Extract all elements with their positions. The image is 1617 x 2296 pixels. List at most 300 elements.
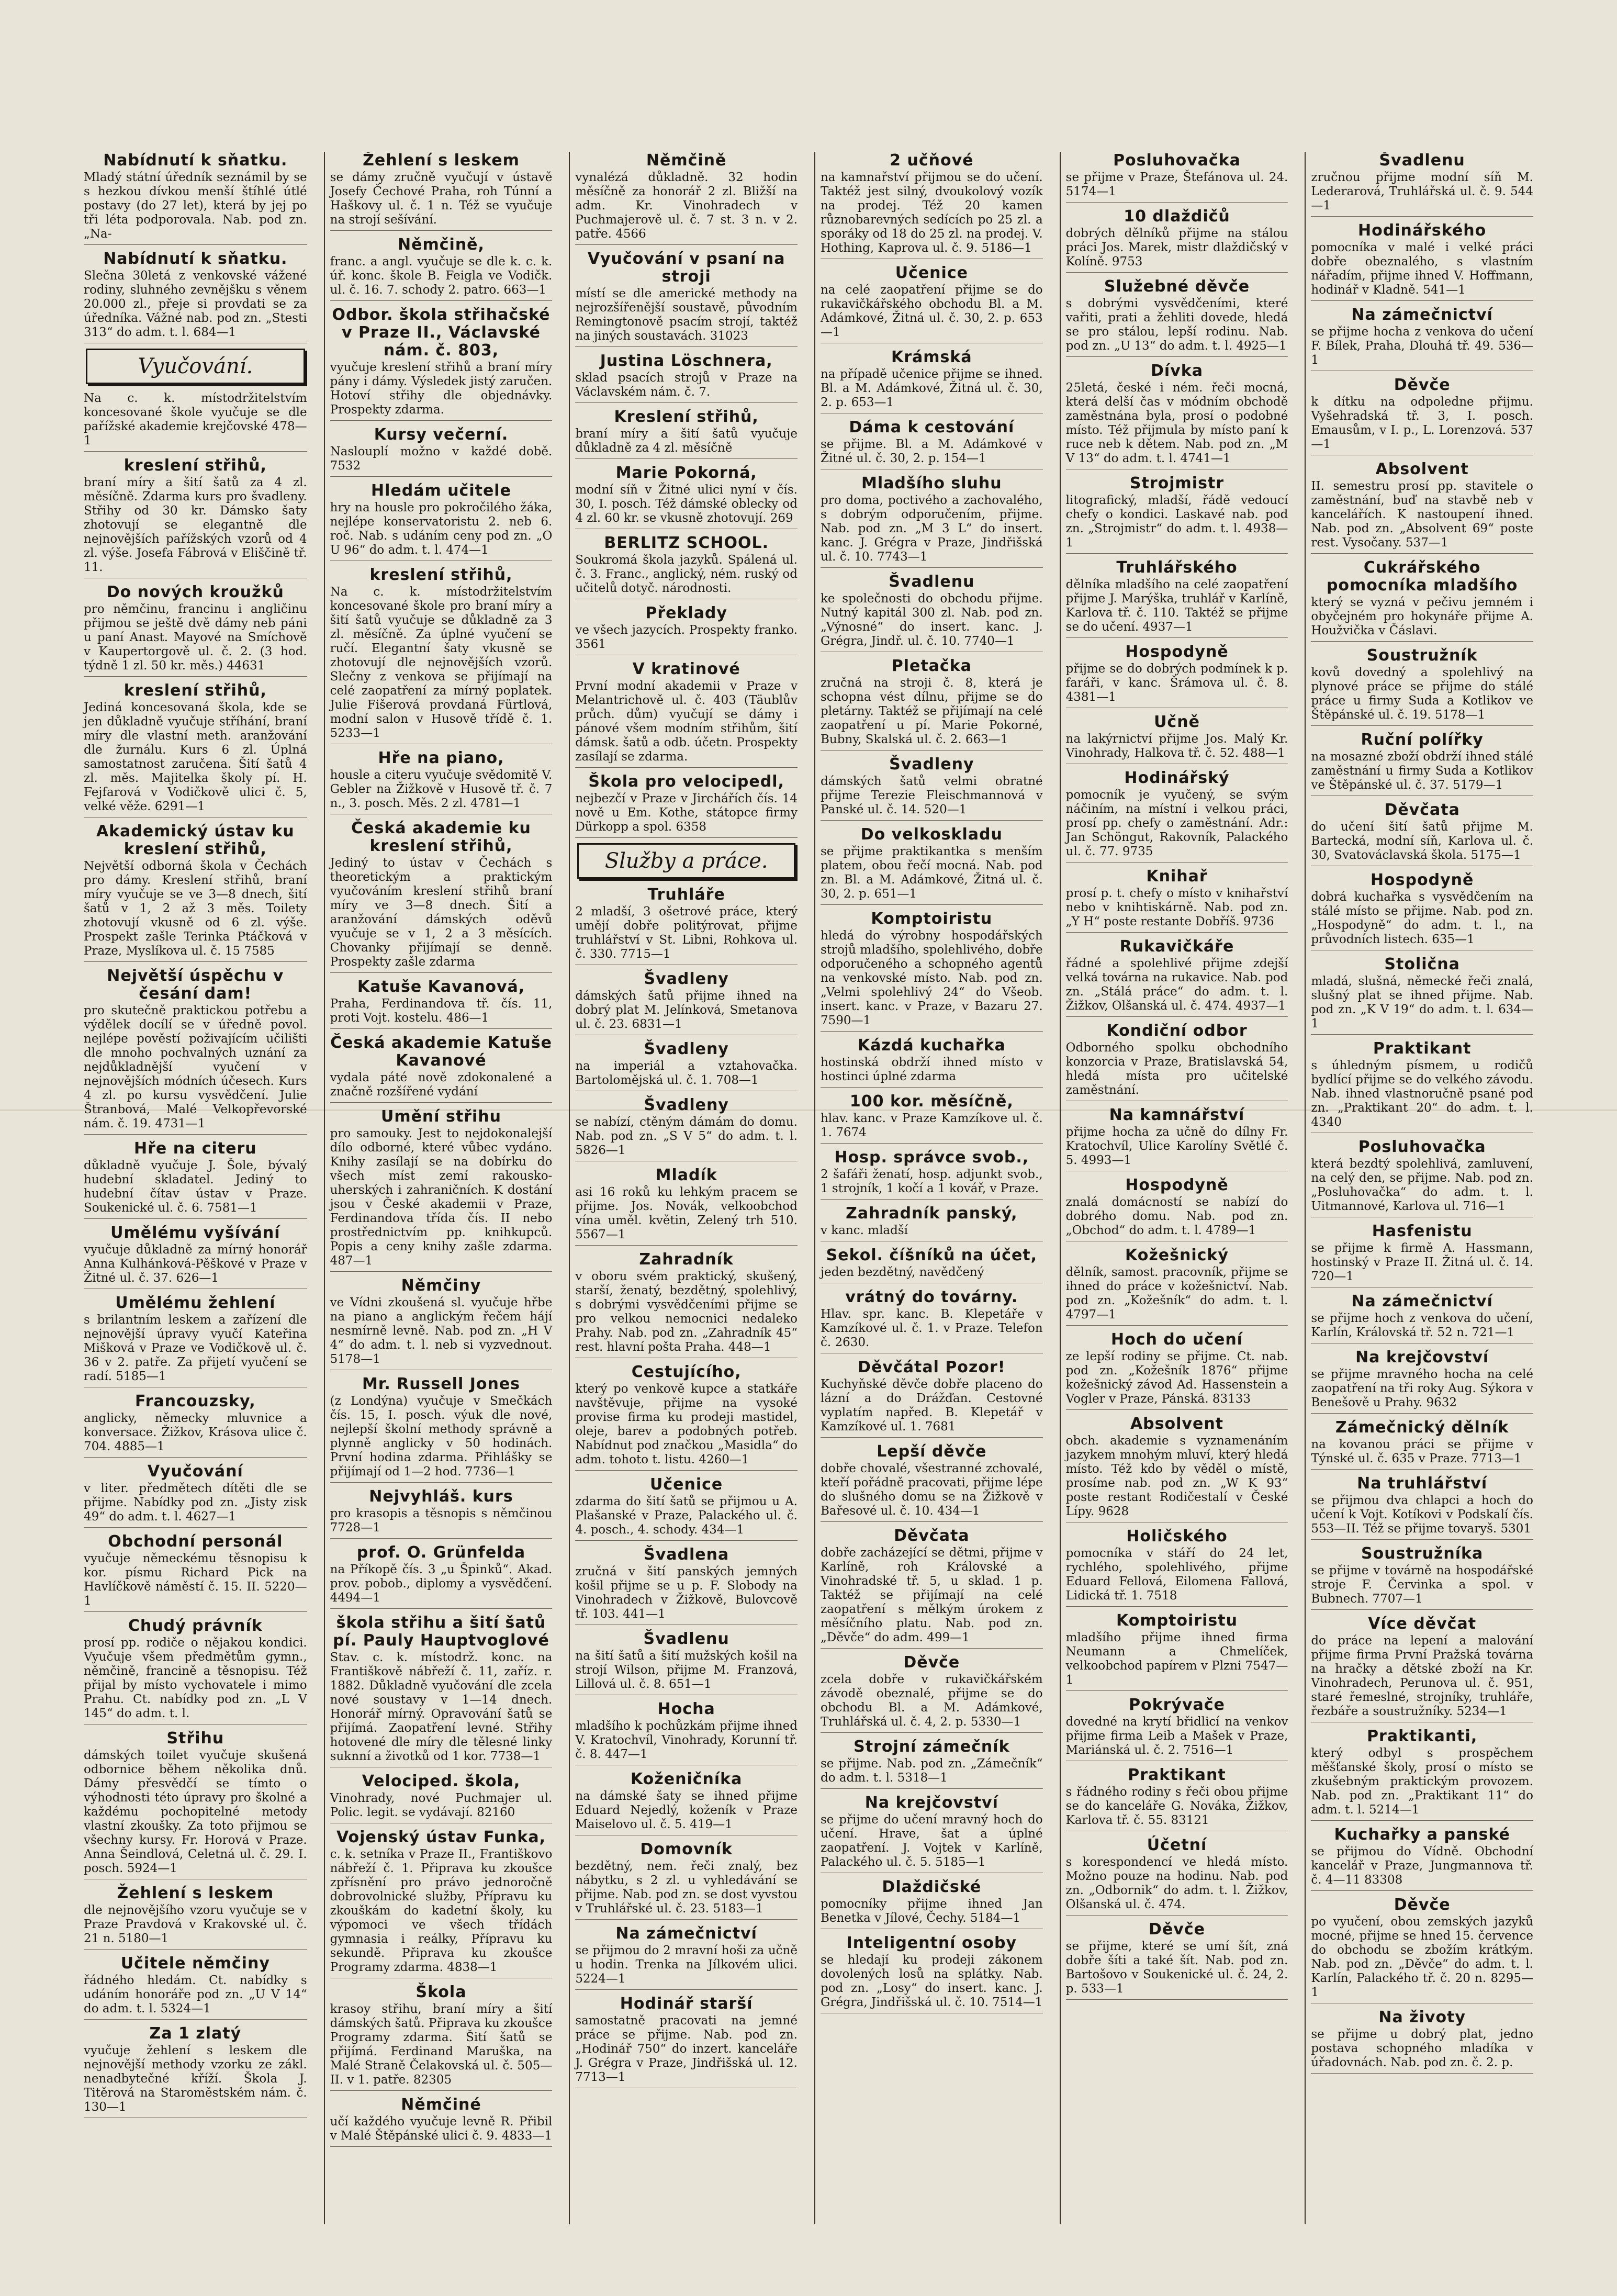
ad-body: po vyučení, obou zemských jazyků mocné, přijme se hned 15. července do obchodu se zbožím krátkým. Nab. pod zn. „Děvče“ do adm. t. l. Karlín, Palackého tř. č. 20 n. 8295—1 bbox=[1311, 1915, 1533, 1999]
classified-ad bbox=[1066, 1415, 1288, 1522]
classified-ad bbox=[1066, 868, 1288, 933]
ad-body: dobře zacházející se dětmi, přijme v Karlíně, roh Královské a Vinohradské tř. 5, u sklad. 1 p. Taktéž se přijímají na celé zaopatření s mělkým úrokem z měsíčního platu. Nab. pod zn. „Děvče“ do adm. 499—1 bbox=[820, 1546, 1043, 1644]
ad-heading: Nabídnutí k sňatku. bbox=[103, 152, 288, 170]
ad-body: vyučuje německému těsnopisu k kor. písmu Richard Pick na Havlíčkově náměstí č. 15. II. 5220—1 bbox=[84, 1552, 307, 1608]
ad-body: důkladně vyučuje J. Šole, bývalý hudební skladatel. Jediný to hudební čítav ústav v Praze. Soukenické ul. č. 6. 7581—1 bbox=[84, 1159, 307, 1215]
ad-body: se přijmou do Vídně. Obchodní kancelář v Praze, Jungmannova tř. č. 4—11 83308 bbox=[1311, 1845, 1533, 1887]
ad-body: Hlav. spr. kanc. B. Klepetáře v Kamzíkové ul. č. 1. v Praze. Telefon č. 2630. bbox=[820, 1307, 1043, 1349]
classified-ad bbox=[575, 1925, 798, 1990]
classified-ad bbox=[1066, 1836, 1288, 1916]
ad-heading: Marie Pokorná, bbox=[615, 464, 757, 482]
ad-heading: Cukrářského pomocníka mladšího bbox=[1326, 558, 1518, 595]
ad-heading: Na krejčovství bbox=[864, 1794, 998, 1812]
ad-heading: Katuše Kavanová, bbox=[357, 978, 525, 996]
ad-body: braní míry a šití šatů za 4 zl. měsíčně. Zdarma kurs pro švadleny. Střihy od 30 kr. Dámsko šaty zhotovují se elegantně dle nejnovějších pařížských vzorů od 4 zl. výše. Josefa Fábrová v Eliščině tř. 11. bbox=[84, 476, 307, 574]
classified-ad bbox=[575, 152, 798, 245]
ad-body: který odbyl s prospěchem měšťanské školy, prosí o místo se zkušebným praktickým provozem. Nab. pod zn. „Praktikant 11“ do adm. t. l. 5214—1 bbox=[1311, 1746, 1533, 1817]
classified-ad bbox=[1066, 1177, 1288, 1241]
ad-body: pomocníky přijme ihned Jan Benetka v Jílové, Čechy. 5184—1 bbox=[820, 1897, 1043, 1925]
ad-heading: škola střihu a šití šatů pí. Pauly Hauptvoglové bbox=[333, 1614, 549, 1650]
classified-ad bbox=[1066, 1528, 1288, 1607]
ad-body: jeden bezdětný, navědčený bbox=[820, 1265, 984, 1279]
ad-heading: Absolvent bbox=[1130, 1415, 1224, 1433]
ad-body: anglicky, německy mluvnice a konversace. Žižkov, Krásova ulice č. 704. 4885—1 bbox=[84, 1412, 307, 1453]
ad-body: dělník, samost. pracovník, přijme se ihned do práce v kožešnictví. Nab. pod zn. „Kožešník“ do adm. t. l. 4797—1 bbox=[1065, 1265, 1288, 1321]
classified-ad bbox=[1066, 643, 1288, 708]
ad-heading: Učitele němčiny bbox=[120, 1954, 270, 1973]
ad-heading: Na zámečnictví bbox=[615, 1924, 757, 1943]
classified-ad bbox=[84, 2025, 307, 2118]
classified-ad bbox=[84, 250, 307, 343]
ad-heading: Děvčátal Pozor! bbox=[858, 1358, 1006, 1376]
ad-heading: Umělému vyšívání bbox=[110, 1224, 280, 1242]
ad-heading: Na truhlářství bbox=[1357, 1474, 1488, 1493]
classified-ad bbox=[575, 1841, 798, 1920]
ad-body: pro němčinu, francinu i angličinu přijmou se ještě dvě dámy neb páni u paní Anast. Mayové na Smíchově v Kaupertorgově ul. č. 2. (3 hod. týdně 1 zl. 50 kr. měs.) 44631 bbox=[84, 602, 307, 673]
ad-body: na kamnařství přijmou se do učení. Taktéž jest silný, dvoukolový vozík na prodej. Též 20 kamen různobarevných sedících po 25 zl. a sporáky od 18 do 25 zl. na prodej. V. Hothing, Kaprova ul. č. 9. 5186—1 bbox=[820, 171, 1043, 255]
ad-body: zručnou přijme modní síň M. Lederarová, Truhlářská ul. č. 9. 544—1 bbox=[1311, 171, 1533, 212]
ad-heading: Zámečnický dělník bbox=[1335, 1418, 1509, 1437]
classified-ad bbox=[821, 264, 1043, 343]
ad-heading: Na zámečnictví bbox=[1351, 1292, 1493, 1311]
ad-heading: Na kamnářství bbox=[1109, 1106, 1245, 1124]
classified-ad bbox=[1066, 152, 1288, 203]
classified-ad bbox=[330, 1488, 553, 1539]
classified-ad bbox=[575, 886, 798, 965]
ad-heading: Rukavičkáře bbox=[1119, 937, 1234, 956]
ad-body: dámských šatů velmi obratné přijme Terezie Fleischmannová v Panské ul. č. 14. 520—1 bbox=[820, 775, 1043, 816]
classified-ad bbox=[330, 1829, 553, 1978]
ad-body: na dámské šaty se ihned přijme Eduard Nejedlý, koženík v Praze Maiselovo ul. č. 5. 419—1 bbox=[575, 1789, 798, 1831]
ad-heading: Francouzsky, bbox=[135, 1392, 256, 1410]
ad-heading: Hocha bbox=[657, 1700, 715, 1718]
ad-heading: Střihu bbox=[166, 1729, 224, 1748]
ad-heading: Pokrývače bbox=[1129, 1696, 1225, 1714]
classified-ad bbox=[84, 1224, 307, 1289]
ad-heading: Hledám učitele bbox=[371, 481, 511, 500]
ad-body: zručná v šití panských jemných košil přijme se u p. F. Slobody na Vinohradech v Žižkově, Bulovcově tř. 103. 441—1 bbox=[575, 1565, 798, 1621]
ad-body: přijme hocha za učně do dílny Fr. Kratochvíl, Ulice Karolíny Světlé č. 5. 4993—1 bbox=[1065, 1125, 1288, 1167]
ad-heading: Velociped. škola, bbox=[362, 1772, 521, 1790]
classified-ad bbox=[575, 534, 798, 599]
ad-body: se přijme mravného hocha na celé zaopatření na tři roky Aug. Sýkora v Benešově u Prahy. 9632 bbox=[1311, 1368, 1533, 1409]
ad-heading: V kratinové bbox=[632, 660, 740, 678]
classified-ad bbox=[330, 566, 553, 744]
classified-ad bbox=[1311, 2009, 1533, 2074]
classified-ad bbox=[84, 1885, 307, 1950]
ad-heading: Dlaždičské bbox=[882, 1878, 982, 1896]
ad-heading: Nabídnutí k sňatku. bbox=[103, 250, 288, 268]
ad-body: do práce na lepení a malování přijme firma První Pražská továrna na hračky a dětské zboží na Kr. Vinohradech, Perunova ul. č. 951, staré řemeslné, strojníky, truhláře, řezbáře a soustružníky. 5234—1 bbox=[1311, 1634, 1533, 1718]
ad-body: na případě učenice přijme se ihned. Bl. a M. Adámkové, Žitná ul. č. 30, 2. p. 653—1 bbox=[820, 367, 1043, 409]
ad-heading: Kožešnický bbox=[1125, 1246, 1229, 1264]
column-4 bbox=[814, 152, 1048, 2224]
ad-body: pomocník je vyučený, se svým náčiním, na místní i velkou práci, prosí pp. chefy o zaměstnání. Adr.: Jan Schöngut, Rakovník, Palackého ul. č. 77. 9735 bbox=[1065, 788, 1288, 858]
classified-ad bbox=[821, 826, 1043, 905]
classified-ad bbox=[1311, 559, 1533, 642]
ad-body: pro samouky. Jest to nejdokonalejší dílo odborné, které vůbec vydáno. Knihy zasílají se na dobírku do všech míst zemí rakousko-uherských i zahraničních. K dostání jsou v České akademii v Praze, Ferdinandova třída čís. II nebo prostřednictvím pp. knihkupců. Popis a ceny knihy zašle zdarma. 487—1 bbox=[330, 1127, 553, 1268]
ad-body: franc. a angl. vyučuje se dle k. c. k. úř. konc. škole B. Feigla ve Vodičk. ul. č. 16. 7. schody 2. patro. 663—1 bbox=[330, 255, 553, 297]
ad-body: vynalézá důkladně. 32 hodin měsíčně za honorář 2 zl. Bližší na adm. Kr. Vinohradech v Puchmajerově ul. č. 7 st. 3 n. v 2. patře. 4566 bbox=[575, 171, 798, 241]
classified-ad bbox=[821, 1654, 1043, 1733]
classified-ad bbox=[575, 352, 798, 403]
ad-body: dělníka mladšího na celé zaopatření přijme J. Marýška, truhlář v Karlíně, Karlova tř. č. 110. Taktéž se přijme se do učení. 4937—1 bbox=[1065, 578, 1288, 634]
ad-body: znalá domácností se nabízí do dobrého domu. Nab. pod zn. „Obchod“ do adm. t. l. 4789—1 bbox=[1065, 1195, 1288, 1237]
ad-body: Soukromá škola jazyků. Spálená ul. č. 3. Franc., anglický, ném. ruský od učitelů dotyč. národnosti. bbox=[575, 553, 798, 595]
column-2 bbox=[324, 152, 558, 2224]
ad-body: Kuchyňské děvče dobře placeno do lázní a do Drážďan. Cestovné vyplatím napřed. B. Klepetář v Kamzíkové ul. 1. 7681 bbox=[820, 1377, 1043, 1433]
ad-body: Jediný to ústav v Čechách s theoretickým a praktickým vyučováním kreslení střihů braní míry ve 3—8 dnech. Šití a aranžování dámských oděvů vyučuje se v 1, 2 a 3 měsících. Chovanky přijímají se denně. Prospekty zašle zdarma bbox=[330, 856, 553, 969]
classified-ad bbox=[1311, 1419, 1533, 1470]
column-6 bbox=[1305, 152, 1539, 2224]
ad-heading: prof. O. Grünfelda bbox=[356, 1543, 526, 1562]
ad-heading: Děvče bbox=[1394, 1896, 1451, 1914]
ad-heading: Praktikanti, bbox=[1367, 1727, 1478, 1745]
classified-ad bbox=[1311, 871, 1533, 950]
classified-ad bbox=[1311, 1349, 1533, 1414]
ad-body: na mosazné zboží obdrží ihned stálé zaměstnání u firmy Suda a Kotlikov ve Štěpánské ul. č. 37. 5179—1 bbox=[1311, 750, 1533, 792]
classified-ad bbox=[821, 756, 1043, 821]
ad-body: který po venkově kupce a statkáře navštěvuje, přijme na vysoké provise firma ku prodeji mastidel, oleje, barev a podobných potřeb. Nabídnut pod značkou „Masidla“ do adm. tohoto t. listu. 4260—1 bbox=[575, 1382, 798, 1466]
ad-body: s dobrými vysvědčeními, které vařiti, prati a žehliti dovede, hledá se pro stálou, lepší rodinu. Nab. pod zn. „U 13“ do adm. t. l. 4925—1 bbox=[1065, 297, 1288, 353]
classified-ad bbox=[575, 1630, 798, 1695]
ad-heading: Škola bbox=[416, 1983, 467, 2001]
ad-body: hostinská obdrží ihned místo v hostinci úplné zdarma bbox=[820, 1056, 1043, 1083]
ad-heading: Stolična bbox=[1384, 955, 1460, 973]
ad-body: dle nejnovějšího vzoru vyučuje se v Praze Pravdová v Krakovské ul. č. 21 n. 5180—1 bbox=[84, 1903, 307, 1945]
ad-body: Na c. k. místodržitelstvím koncesované škole pro braní míry a šití šatů vyučuje se důkladně za 3 zl. měsíčně. Za úplné vyučení se ručí. Elegantní šaty vkusně se zhotovují dle nejnovějších vzorů. Slečny z venkova se přijímají na celé zaopatření za mírný poplatek. Julie Fišerová provdaná Fürtlová, modní salon v Husově třídě č. 1. 5233—1 bbox=[330, 585, 553, 740]
ad-heading: Do velkoskladu bbox=[860, 825, 1003, 844]
classified-ad bbox=[575, 1546, 798, 1625]
ad-body: přijme se do dobrých podmínek k p. faráři, v kanc. Šrámova ul. č. 8. 4381—1 bbox=[1065, 662, 1288, 704]
ad-heading: Švadlenu bbox=[1379, 152, 1465, 170]
ad-heading: Na zámečnictví bbox=[1351, 306, 1493, 324]
classified-ad bbox=[575, 970, 798, 1035]
ad-heading: Kuchařky a panské bbox=[1334, 1825, 1510, 1844]
classified-ad bbox=[84, 1294, 307, 1387]
ad-body: s řádného rodiny s řeči obou přijme se do kanceláře G. Nováka, Žižkov, Karlova tř. č. 55. 83121 bbox=[1065, 1785, 1288, 1827]
ad-body: v kanc. mladší bbox=[820, 1224, 908, 1237]
classified-ad bbox=[330, 2096, 553, 2147]
ad-body: pro krasopis a těsnopis s němčinou 7728—1 bbox=[330, 1507, 553, 1535]
ad-heading: Učně bbox=[1154, 713, 1200, 731]
ad-heading: Překlady bbox=[645, 604, 727, 622]
ad-heading: Učenice bbox=[895, 264, 968, 282]
classified-ad bbox=[1311, 1615, 1533, 1722]
classified-ad bbox=[330, 820, 553, 973]
ad-heading: Švadleny bbox=[644, 1096, 729, 1114]
classified-ad bbox=[1311, 222, 1533, 301]
ad-heading: Domovník bbox=[640, 1840, 733, 1858]
ad-heading: Krámská bbox=[891, 348, 972, 366]
classified-ad bbox=[575, 1363, 798, 1471]
classified-ad bbox=[1311, 647, 1533, 726]
classified-ad bbox=[821, 1359, 1043, 1438]
classified-ad bbox=[1066, 278, 1288, 357]
ad-heading: Největší úspěchu v česání dam! bbox=[107, 967, 284, 1003]
classified-ad bbox=[1311, 306, 1533, 371]
ad-heading: Hosp. správce svob., bbox=[834, 1148, 1029, 1167]
ad-heading: kreslení střihů, bbox=[123, 681, 267, 700]
column-3 bbox=[569, 152, 803, 2224]
classified-ad bbox=[84, 823, 307, 962]
ad-body: prosí pp. rodiče o nějakou kondici. Vyučuje všem předmětům gymn., němčině, francině a těsnopisu. Též přijal by místo vychovatele i mimo Prahu. Ct. nabídky pod zn. „L V 145“ do adm. t. l. bbox=[84, 1636, 307, 1720]
ad-body: na lakýrnictví přijme Jos. Malý Kr. Vinohrady, Halkova tř. č. 52. 488—1 bbox=[1065, 732, 1288, 760]
classified-ad bbox=[1066, 1106, 1288, 1171]
classified-ad bbox=[84, 152, 307, 245]
ad-heading: Komptoiristu bbox=[871, 910, 993, 928]
ad-heading: Kázdá kuchařka bbox=[857, 1036, 1006, 1055]
ad-heading: Švadlena bbox=[644, 1545, 729, 1564]
classified-ad bbox=[1066, 1022, 1288, 1101]
classified-ad bbox=[575, 250, 798, 347]
ad-heading: Cestujícího, bbox=[631, 1363, 742, 1381]
ad-heading: Za 1 zlatý bbox=[149, 2024, 242, 2043]
ad-body: housle a citeru vyučuje svědomitě V. Gebler na Žižkově v Husově tř. č. 7 n., 3. posch. Měs. 2 zl. 4781—1 bbox=[330, 768, 553, 810]
ad-heading: Švadlenu bbox=[643, 1630, 729, 1648]
ad-heading: Žehlení s leskem bbox=[363, 152, 520, 170]
classified-ad bbox=[330, 749, 553, 814]
ad-heading: Absolvent bbox=[1375, 460, 1469, 478]
ad-body: k dítku na odpoledne přijmu. Vyšehradská tř. 3, I. posch. Emausům, v I. p., L. Lorenzová. 537—1 bbox=[1311, 395, 1533, 451]
classified-ad bbox=[330, 1277, 553, 1370]
ad-body: Slečna 30letá z venkovské vážené rodiny, sluhného zevnějšku s věnem 20.000 zl., přeje si provdati se za úředníka. Vážné nab. pod zn. „Stesti 313“ do adm. t. l. 684—1 bbox=[84, 269, 307, 339]
ad-heading: Akademický ústav ku kreslení střihů, bbox=[96, 822, 295, 858]
ad-body: se přijme. Bl. a M. Adámkové v Žitné ul. č. 30, 2. p. 154—1 bbox=[820, 438, 1043, 465]
classified-ad bbox=[84, 1955, 307, 2020]
ad-body: litografický, mladší, řádě vedoucí chefy o kondici. Laskavé nab. pod zn. „Strojmistr“ do adm. t. l. 4938—1 bbox=[1065, 494, 1288, 550]
ad-body: 25letá, české i ném. řeči mocná, která delší čas v módním obchodě zaměstnána byla, prosí o podobné místo. Též přijmula by místo paní k ruce neb k dětem. Nab. pod zn. „M V 13“ do adm. t. l. 4741—1 bbox=[1065, 381, 1288, 465]
ad-heading: Česká akademie ku kreslení střihů, bbox=[351, 819, 531, 855]
classified-ad bbox=[1066, 1612, 1288, 1691]
ad-body: se přijme. Nab. pod zn. „Zámečník“ do adm. t. l. 5318—1 bbox=[820, 1757, 1043, 1785]
ad-body: modní síň v Žitné ulici nyní v čís. 30, I. posch. Též dámské oblecky od 4 zl. 60 kr. se vkusně zhotovují. 269 bbox=[575, 483, 798, 525]
ad-heading: Švadleny bbox=[889, 755, 974, 774]
ad-heading: kreslení střihů, bbox=[123, 456, 267, 475]
ad-body: pomocníka v malé i velké práci dobře obeznalého, s vlastním nářadím, přijme ihned V. Hoffmann, hodinář v Kladně. 541—1 bbox=[1311, 241, 1533, 297]
ad-body: ve všech jazycích. Prospekty franko. 3561 bbox=[575, 623, 798, 651]
ad-body: ve Vídni zkoušená sl. vyučuje hřbe na piano a anglickým řečem hájí nesmírně levně. Nab. pod zn. „H V 4“ do adm. t. l. neb si vyzvednout. 5178—1 bbox=[330, 1296, 553, 1366]
classified-ad bbox=[821, 573, 1043, 652]
ad-heading: Zahradník bbox=[639, 1250, 734, 1269]
classified-ad bbox=[84, 457, 307, 578]
ad-body: Vinohrady, nové Puchmajer ul. Polic. legit. se vydávají. 82160 bbox=[330, 1791, 553, 1819]
ad-body: mladá, slušná, německé řeči znalá, slušný plat se ihned přijme. Nab. pod zn. „K V 19“ do adm. t. l. 634—1 bbox=[1311, 975, 1533, 1031]
classified-ad bbox=[1311, 801, 1533, 866]
ad-heading: Němčiny bbox=[401, 1276, 481, 1295]
ad-body: vyučuje důkladně za mírný honorář Anna Kulhánková-Pěškové v Praze v Žitné ul. č. 37. 626—1 bbox=[84, 1243, 307, 1285]
ad-body: kovů dovedný a spolehlivý na plynové práce se přijme do stálé práce u firmy Suda a Kotlikov ve Štěpánské ul. č. 19. 5178—1 bbox=[1311, 666, 1533, 722]
ad-body: vyučuje kreslení střihů a braní míry pány i dámy. Výsledek jistý zaručen. Hotoví střihy dle objednávky. Prospekty zdarma. bbox=[330, 361, 553, 417]
classified-ad bbox=[84, 391, 307, 452]
classified-ad bbox=[575, 1096, 798, 1161]
ad-heading: Praktikant bbox=[1373, 1039, 1472, 1058]
ad-body: Jediná koncesovaná škola, kde se jen důkladně vyučuje stříhání, braní míry dle vlastní meth. aranžování dle žurnálu. Kurs 6 zl. Úplná samostatnost zaručena. Šití šatů 4 zl. měs. Majitelka školy pí. H. Fejfarová v Vodičkově ulici č. 5, velké věže. 6291—1 bbox=[84, 701, 307, 813]
classified-ad bbox=[1066, 938, 1288, 1017]
classified-ad bbox=[821, 1149, 1043, 1200]
classified-ad bbox=[1311, 956, 1533, 1035]
ad-body: 2 mladší, 3 ošetrové práce, který umějí dobře politýrovat, přijme truhlářství v St. Libni, Rohkova ul. č. 330. 7715—1 bbox=[575, 905, 798, 961]
ad-heading: Děvče bbox=[903, 1653, 960, 1672]
ad-body: Naslouplí možno v každé době. 7532 bbox=[330, 445, 553, 473]
ad-heading: Hospodyně bbox=[1125, 643, 1229, 661]
classified-ad bbox=[1311, 1826, 1533, 1891]
classified-ad bbox=[330, 236, 553, 301]
ad-body: se přijme hoch z venkova do učení, Karlín, Královská tř. 52 n. 721—1 bbox=[1311, 1312, 1533, 1339]
ad-body: se přijme v továrně na hospodářské stroje F. Červinka a spol. v Bubnech. 7707—1 bbox=[1311, 1564, 1533, 1606]
classified-ad bbox=[84, 1533, 307, 1612]
ad-heading: Švadlenu bbox=[889, 573, 975, 591]
ad-body: se přijme, které se umí šít, zná dobře šíti a také šít. Nab. pod zn. Bartošovo v Soukenické ul. č. 24, 2. p. 533—1 bbox=[1065, 1940, 1288, 1996]
ad-heading: Škola pro velocipedl, bbox=[588, 772, 784, 791]
ad-heading: Účetní bbox=[1147, 1836, 1207, 1854]
ad-body: se přijme k firmě A. Hassmann, hostinský v Praze II. Žitná ul. č. 14. 720—1 bbox=[1311, 1241, 1533, 1283]
ad-heading: Umění střihu bbox=[380, 1107, 502, 1126]
classified-ad bbox=[330, 152, 553, 231]
ad-body: Praha, Ferdinandova tř. čís. 11, proti Vojt. kostelu. 486—1 bbox=[330, 997, 553, 1025]
classified-ad bbox=[575, 408, 798, 459]
ad-body: c. k. setníka v Praze II., Františkovo nábřeží č. 1. Připrava ku zkoušce zpřísnění pro právo jednoročně dobrovolnické služby, Přípravu ku zkouškám do kadetní školy, ku výpomoci ve všech třídách gymnasia i reálky, Přípravu ku sekundě. Připrava ku zkoušce Programy zdarma. 4838—1 bbox=[330, 1847, 553, 1974]
classified-ad bbox=[821, 1794, 1043, 1873]
ad-body: sklad psacích strojů v Praze na Václavském nám. č. 7. bbox=[575, 371, 798, 399]
ad-body: na celé zaopatření přijme se do rukavičkářského obchodu Bl. a M. Adámkové, Žitná ul. č. 30, 2. p. 653—1 bbox=[820, 283, 1043, 339]
ad-body: obch. akademie s vyznamenáním jazykem mnohým mluví, který hledá místo. Též kdo by věděl o místě, prosíme nab. pod zn. „W K 93“ poste restant Rodičestalí v České Lípy. 9628 bbox=[1065, 1434, 1288, 1518]
ad-body: místí se dle americké methody na nejrozšířenější soustavě, původním Remingtonově psacím strojí, taktéž na jiných soustavách. 31023 bbox=[575, 287, 798, 343]
classified-ad bbox=[1066, 559, 1288, 638]
ad-body: dobře chovalé, všestranné zchovalé, kteří pořádně pracovati, přijme lépe do slušného domu se na Žižkově v Bařesové ul. č. 10. 434—1 bbox=[820, 1462, 1043, 1518]
ad-heading: Švadleny bbox=[644, 1040, 729, 1058]
ad-body: pomocníka v stáří do 24 let, rychlého, spolehlivého, přijme Eduard Fellová, Eilomena Fallová, Lidická tř. 1. 7518 bbox=[1065, 1547, 1288, 1603]
classified-ad bbox=[1066, 362, 1288, 469]
ad-body: se hledají ku prodeji zákonem dovolených losů na splátky. Nab. pod zn. „Losy“ do insert. kanc. J. Grégra, Jindřišská ul. č. 10. 7514—1 bbox=[820, 1953, 1043, 2009]
ad-heading: Němčině bbox=[646, 152, 727, 170]
classified-ad bbox=[575, 1771, 798, 1835]
classified-ad bbox=[1311, 1223, 1533, 1287]
classified-ad bbox=[575, 1040, 798, 1091]
ad-body: se přijme do učení mravný hoch do učení. Hrave, šat a úplné zaopatření. J. Vojtek v Karlíně, Palackého ul. č. 5. 5185—1 bbox=[820, 1813, 1043, 1869]
classified-ad bbox=[821, 1878, 1043, 1929]
classified-ad bbox=[1311, 1475, 1533, 1540]
classified-ad bbox=[821, 657, 1043, 751]
ad-body: vyučuje žehlení s leskem dle nejnovější methody vzorku ze zákl. nenadbytečné kříží. Škola J. Titěrová na Staroměstském nám. č. 130—1 bbox=[84, 2044, 307, 2114]
classified-ad bbox=[330, 1375, 553, 1483]
classified-ad bbox=[821, 1289, 1043, 1353]
classified-ad bbox=[84, 584, 307, 677]
ad-heading: Koženičníka bbox=[630, 1770, 743, 1788]
ad-body: na šití šatů a šití mužských košil na strojí Wilson, přijme M. Franzová, Lillová ul. č. 8. 651—1 bbox=[575, 1649, 798, 1691]
ad-body: Na c. k. místodržitelstvím koncesované škole vyučuje se dle pařížské akademie krejčovské 478—1 bbox=[84, 391, 307, 447]
ad-body: který se vyzná v pečivu jemném i obyčejném pro hokynáře přijme A. Houžvička v Čáslavi. bbox=[1311, 596, 1533, 637]
classified-ad bbox=[821, 152, 1043, 259]
classified-ad bbox=[84, 1463, 307, 1528]
ad-heading: Mladšího sluhu bbox=[861, 474, 1002, 492]
ad-body: dámských toilet vyučuje skušená odbornice během několika dnů. Dámy přesvědčí se tímto o výhodnosti této úpravy pro školné a každému pochopitelné metody vlastní zkoušky. Za toto přijmou se všechny kursy. Fr. Horová v Praze. Anna Šeindlová, Celetná ul. č. 29. I. posch. 5924—1 bbox=[84, 1749, 307, 1875]
ad-body: pro doma, poctivého a zachovalého, s dobrým odporučením, přijme. Nab. pod zn. „M 3 L“ do insert. kanc. J. Grégra v Praze, Jindřišská ul. č. 10. 7743—1 bbox=[820, 494, 1043, 564]
ad-body: Mladý státní úředník seznámil by se s hezkou dívkou menší štíhlé útlé postavy (do 27 let), která by jej po tři léta podporovala. Nab. pod zn. „Na- bbox=[84, 171, 307, 241]
ad-body: se přijme v Praze, Štefánova ul. 24. 5174—1 bbox=[1065, 171, 1288, 198]
ad-heading: Nejvyhláš. kurs bbox=[369, 1487, 513, 1506]
ad-body: která bezdtý spolehlivá, zamluvení, na celý den, se přijme. Nab. pod zn. „Posluhovačka“ do adm. t. l. Uitmannové, Karlova ul. 716—1 bbox=[1311, 1157, 1533, 1213]
ad-heading: Na životy bbox=[1378, 2008, 1466, 2026]
ad-heading: Posluhovačka bbox=[1358, 1138, 1486, 1156]
ad-body: První modní akademii v Praze v Melantrichově ul. č. 403 (Täublův průch. dům) vyučují se dámy i pánové všem modním střihům, šití dámsk. šatů a odb. účetn. Prospekty zasílají se zdarma. bbox=[575, 679, 798, 764]
ad-heading: Děvče bbox=[1149, 1920, 1205, 1939]
ad-heading: Mladík bbox=[655, 1166, 717, 1184]
ad-body: se přijmou do 2 mravní hoši za učně u hodin. Trenka na Jílkovém ulici. 5224—1 bbox=[575, 1944, 798, 1986]
ad-heading: Hospodyně bbox=[1370, 871, 1474, 889]
classified-ad bbox=[821, 1093, 1043, 1144]
classified-ad bbox=[575, 1995, 798, 2088]
ad-body: vydala páté nově zdokonalené a značně rozšířené vydání bbox=[330, 1071, 553, 1099]
ad-heading: Posluhovačka bbox=[1113, 152, 1241, 170]
ad-body: mladšího k pochůzkám přijme ihned V. Kratochvíl, Vinohrady, Korunní tř. č. 8. 447—1 bbox=[575, 1719, 798, 1761]
ad-body: Největší odborná škola v Čechách pro dámy. Kreslení střihů, braní míry vyučuje se ve 3—8 dnech, šití šatů v 1, 2 až 3 měs. Toilety zhotovují vkusně od 6 zl. výše. Prospekt zašle Terinka Ptáčková v Praze, Myslíkova ul. č. 15 7585 bbox=[84, 859, 307, 958]
classified-ad bbox=[821, 475, 1043, 568]
classified-ad bbox=[330, 482, 553, 561]
ad-heading: Žehlení s leskem bbox=[117, 1884, 274, 1902]
ad-heading: Hře na citeru bbox=[134, 1139, 257, 1158]
ad-heading: Více děvčat bbox=[1368, 1615, 1477, 1633]
ad-body: braní míry a šití šatů vyučuje důkladně za 4 zl. měsíčně bbox=[575, 427, 798, 455]
classified-ad bbox=[330, 426, 553, 477]
ad-body: do učení šití šatů přijme M. Bartecká, modní síň, Karlova ul. č. 30, Svatováclavská škola. 5175—1 bbox=[1311, 820, 1533, 862]
classified-ad bbox=[821, 349, 1043, 413]
ad-body: dobrých dělníků přijme na stálou práci Jos. Marek, mistr dlaždičský v Kolíně. 9753 bbox=[1065, 227, 1288, 268]
ad-heading: Němčině, bbox=[398, 236, 485, 254]
ad-heading: Hospodyně bbox=[1125, 1176, 1229, 1194]
ad-heading: Do nových kroužků bbox=[106, 583, 284, 601]
classified-ad bbox=[575, 1700, 798, 1765]
ad-body: řádné a spolehlivé přijme zdejší velká továrna na rukavice. Nab. pod zn. „Stálá práce“ do adm. t. l. Žižkov, Olšanská ul. č. 474. 4937—1 bbox=[1065, 957, 1288, 1013]
classified-ad bbox=[575, 773, 798, 838]
classified-ad bbox=[1066, 769, 1288, 863]
classified-ad bbox=[1311, 461, 1533, 554]
classified-ad bbox=[821, 1934, 1043, 2013]
classified-ad bbox=[1066, 208, 1288, 273]
classified-ad bbox=[330, 1034, 553, 1103]
ad-heading: 100 kor. měsíčně, bbox=[849, 1092, 1014, 1111]
ad-heading: Inteligentní osoby bbox=[846, 1934, 1017, 1952]
ad-heading: Holičského bbox=[1126, 1527, 1228, 1545]
ad-body: dobrá kuchařka s vysvědčením na stálé místo se přijme. Nab. pod zn. „Hospodyně“ do adm. t. l., na průvodních listech. 635—1 bbox=[1311, 890, 1533, 946]
ad-heading: Strojní zámečník bbox=[854, 1738, 1010, 1756]
ad-heading: Dáma k cestování bbox=[849, 418, 1015, 436]
ad-heading: Děvčata bbox=[894, 1527, 970, 1545]
ad-heading: Děvče bbox=[1394, 376, 1451, 394]
classified-ad bbox=[1311, 376, 1533, 455]
ad-body: mladšího přijme ihned firma Neumann a Chmelíček, velkoobchod papírem v Plzni 7547—1 bbox=[1065, 1631, 1288, 1687]
ad-heading: BERLITZ SCHOOL. bbox=[604, 534, 769, 552]
ad-body: 2 šafáři ženatí, hosp. adjunkt svob., 1 strojník, 1 kočí a 1 kovář, v Praze. bbox=[820, 1168, 1043, 1195]
classified-ad bbox=[575, 604, 798, 655]
classified-ad bbox=[1311, 1040, 1533, 1133]
classified-ad bbox=[821, 910, 1043, 1032]
ad-body: bezdětný, nem. řeči znalý, bez nábytku, s 2 zl. u vyhledávání se přijme. Nab. pod zn. se dost vyvstou v Truhlářské ul. č. 23. 5183—1 bbox=[575, 1860, 798, 1916]
ad-body: hlav. kanc. v Praze Kamzíkove ul. č. 1. 7674 bbox=[820, 1112, 1043, 1139]
classified-ad bbox=[1066, 1766, 1288, 1831]
ad-body: v oboru svém praktický, skušený, starší, ženatý, bezdětný, spolehlivý, s dobrými vysvědčeními přijme se pro velkou nemocnici nedaleko Prahy. Nab. pod zn. „Zahradník 45“ rest. hlavní pošta Praha. 448—1 bbox=[575, 1270, 798, 1354]
column-5 bbox=[1060, 152, 1294, 2224]
classified-ad bbox=[575, 660, 798, 768]
ad-heading: vrátný do továrny. bbox=[845, 1288, 1018, 1306]
ad-heading: Kursy večerní. bbox=[374, 425, 509, 444]
ad-body: prosí p. t. chefy o místo v knihařství nebo v knihtiskárně. Nab. pod zn. „Y H“ poste restante Dobříš. 9736 bbox=[1065, 887, 1288, 928]
ad-body: Odborného spolku obchodního konzorcia v Praze, Bratislavská 54, hledá místa pro učitelské zaměstnání. bbox=[1065, 1041, 1288, 1097]
ad-heading: Pletačka bbox=[891, 657, 972, 675]
ad-heading: Sekol. číšníků na účet, bbox=[826, 1246, 1038, 1264]
classified-ad bbox=[575, 1167, 798, 1246]
ad-body: se přijme praktikantka s menším platem, obou řečí mocná. Nab. pod zn. Bl. a M. Adámkové, Žitná ul. č. 30, 2. p. 651—1 bbox=[820, 845, 1043, 901]
